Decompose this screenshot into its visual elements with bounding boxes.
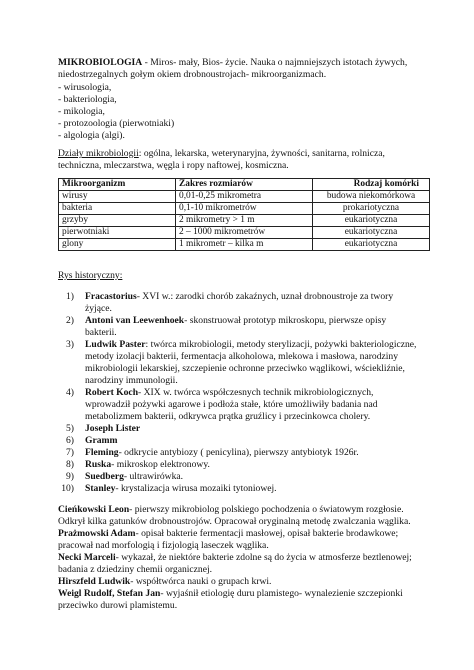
intro-list-item: - mikologia, (58, 106, 105, 117)
person-name: Necki Marceli (58, 552, 116, 563)
entry-text: Odkrył kilka gatunków drobnoustrojów. Opracował oryginalną metodę zwalczania wąglika. (58, 516, 411, 527)
entry-text: - XIX w. twórca współczesnych technik mikrobiologicznych, (138, 387, 374, 398)
list-number: 1) (66, 291, 74, 302)
history-entry (85, 339, 416, 351)
entry-text: - wykazał, że niektóre bakterie zdolne są do życia w atmosferze beztlenowej; (115, 552, 412, 563)
table-header: Zakres rozmiarów (176, 179, 313, 191)
history-entry (85, 471, 183, 483)
entry-text: bakterii. (85, 327, 117, 338)
history-entry (85, 315, 386, 327)
entry-text: żyjące. (85, 303, 112, 314)
person-name: Joseph Lister (85, 423, 141, 434)
list-number: 8) (66, 459, 74, 470)
list-number: 7) (66, 447, 74, 458)
table-row (59, 191, 430, 203)
table-cell: grzyby (59, 215, 176, 227)
intro-text: - Miros- mały, Bios- życie. Nauka o najmniejszych istotach żywych, (142, 57, 408, 68)
entry-text: - mikroskop elektronowy. (111, 459, 210, 470)
dzialy-line-2: techniczna, mleczarstwa, węgla i ropy naftowej, kosmiczna. (58, 160, 289, 171)
dzialy-label: Działy mikrobiologii (58, 148, 139, 159)
entry-text: narodziny immunologii. (85, 375, 178, 386)
intro-line-1 (58, 57, 407, 69)
history-entry (85, 387, 373, 399)
history-entry (85, 447, 359, 459)
table-cell: 1 mikrometr – kilka m (176, 239, 313, 251)
entry-text: - odkrycie antybiozy ( penicylina), pierwszy antybiotyk 1926r. (118, 447, 359, 458)
entry-text: - krystalizacja wirusa mozaiki tytoniowej. (115, 483, 277, 494)
table-cell: 0,01-0,25 mikrometra (176, 191, 313, 203)
entry-text: - opisał bakterie fermentacji masłowej, opisał bakterie brodawkowe; (135, 528, 399, 539)
list-number: 3) (66, 339, 74, 350)
entry-text: - ultrawirówka. (123, 471, 184, 482)
dzialy-line-1 (58, 148, 385, 160)
list-number: 2) (66, 315, 74, 326)
table-cell: 0,1-10 mikrometrów (176, 203, 313, 215)
entry-text: - pierwszy mikrobiolog polskiego pochodzenia o światowym rozgłosie. (129, 504, 404, 515)
intro-list-item: - wirusologia, (58, 82, 112, 93)
polish-entry (58, 504, 404, 516)
person-name: Hirszfeld Ludwik (58, 576, 131, 587)
person-name: Gramm (85, 435, 118, 446)
table-row (59, 215, 430, 227)
table-row (59, 227, 430, 239)
polish-entry (58, 576, 271, 588)
table-header: Rodzaj komórki (313, 179, 430, 191)
intro-list-item: - protozoologia (pierwotniaki) (58, 118, 175, 129)
entry-text: wprowadził pożywki agarowe i podłoża stałe, które umożliwiły badania nad (85, 399, 378, 410)
table-header: Mikroorganizm (59, 179, 176, 191)
list-number: 10) (61, 483, 74, 494)
table-cell: glony (59, 239, 176, 251)
intro-list-item: - bakteriologia, (58, 94, 117, 105)
entry-text: przeciwko durowi plamistemu. (58, 600, 178, 611)
person-name: Fleming (85, 447, 119, 458)
person-name: Stanley (85, 483, 116, 494)
entry-text: metabolizmem bakterii, odkrywca prątka gruźlicy i przecinkowca cholery. (85, 411, 371, 422)
polish-entry (58, 588, 403, 600)
person-name: Fracastorius (85, 291, 137, 302)
table-cell: eukariotyczna (313, 227, 430, 239)
person-name: Antoni van Leewenhoek (85, 315, 185, 326)
entry-text: badania z dziedziny chemii organicznej. (58, 564, 213, 575)
entry-text: mikrobiologii lekarskiej, szczepienie ochronne przeciwko wąglikowi, wściekliźnie, (85, 363, 405, 374)
entry-text: - XVI w.: zarodki chorób zakaźnych, uznał drobnoustroje za twory (136, 291, 394, 302)
table-row (59, 203, 430, 215)
history-entry (85, 291, 393, 303)
microorganism-table (58, 178, 430, 251)
history-entry (85, 483, 277, 495)
history-entry (85, 435, 118, 447)
table-cell: 2 – 1000 mikrometrów (176, 227, 313, 239)
person-name: Suedberg (85, 471, 124, 482)
table-row (59, 239, 430, 251)
dzialy-text: : ogólna, lekarska, weterynaryjna, żywności, sanitarna, rolnicza, (138, 148, 385, 159)
table-cell: pierwotniaki (59, 227, 176, 239)
person-name: Robert Koch (85, 387, 139, 398)
polish-entry (58, 552, 412, 564)
table-cell: prokariotyczna (313, 203, 430, 215)
entry-text: pracował nad morfologią i fizjologią laseczek wąglika. (58, 540, 269, 551)
list-number: 6) (66, 435, 74, 446)
entry-text: - współtwórca nauki o grupach krwi. (130, 576, 272, 587)
table-cell: 2 mikrometry > 1 m (176, 215, 313, 227)
list-number: 9) (66, 471, 74, 482)
intro-line-2: niedostrzegalnych gołym okiem drobnoustrojach- mikroorganizmach. (58, 69, 327, 80)
table-cell: budowa niekomórkowa (313, 191, 430, 203)
table-cell: bakteria (59, 203, 176, 215)
table-cell: wirusy (59, 191, 176, 203)
rys-historyczny-heading: Rys historyczny: (58, 270, 123, 281)
title: MIKROBIOLOGIA (58, 57, 143, 68)
table-header-row (59, 179, 430, 191)
intro-list-item: - algologia (algi). (58, 130, 125, 141)
history-entry (85, 459, 210, 471)
person-name: Ludwik Paster (85, 339, 146, 350)
list-number: 4) (66, 387, 74, 398)
entry-text: : twórca mikrobiologii, metody sterylizacji, pożywki bakteriologiczne, (145, 339, 417, 350)
person-name: Cieńkowski Leon (58, 504, 130, 515)
list-number: 5) (66, 423, 74, 434)
history-entry (85, 423, 140, 435)
table-cell: eukariotyczna (313, 239, 430, 251)
table-cell: eukariotyczna (313, 215, 430, 227)
entry-text: - wyjaśnił etiologię duru plamistego- wynalezienie szczepionki (160, 588, 403, 599)
entry-text: metody izolacji bakterii, fermentacja alkoholowa, mlekowa i masłowa, narodziny (85, 351, 399, 362)
person-name: Ruska (85, 459, 112, 470)
polish-entry (58, 528, 398, 540)
entry-text: - skonstruował prototyp mikroskopu, pierwsze opisy (184, 315, 387, 326)
person-name: Weigl Rudolf, Stefan Jan (58, 588, 161, 599)
person-name: Prażmowski Adam (58, 528, 136, 539)
